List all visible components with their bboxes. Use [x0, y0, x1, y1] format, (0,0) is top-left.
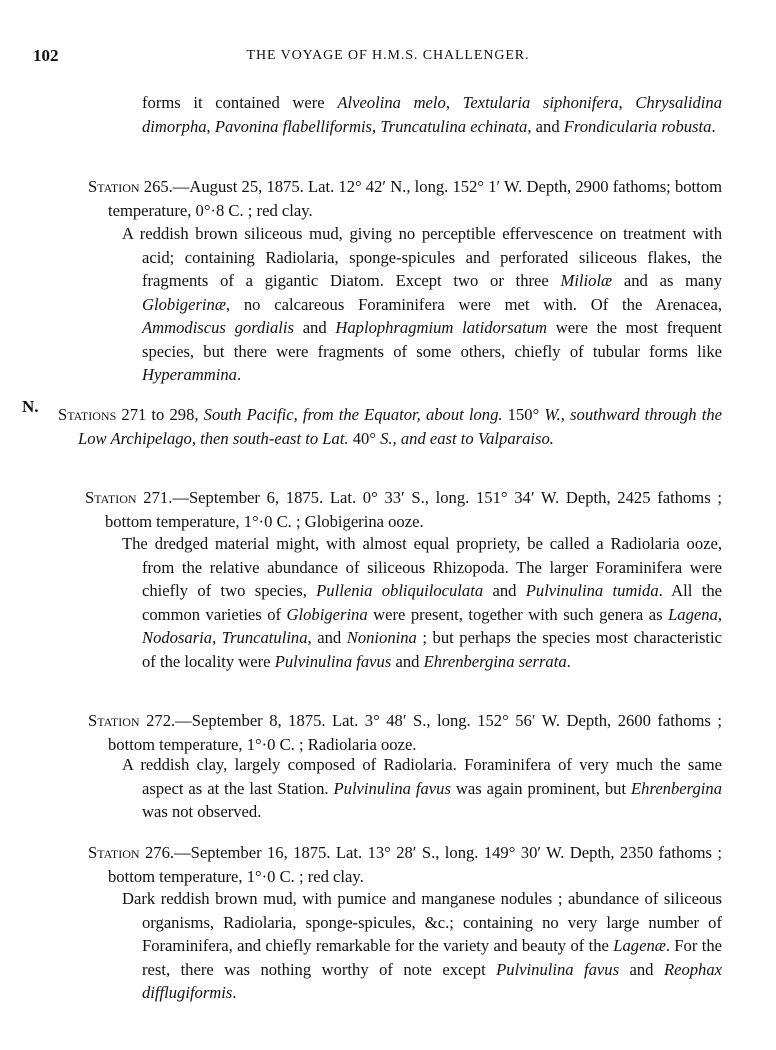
station-265-description: A reddish brown siliceous mud, giving no perceptible effervescence on treatment with acid; containing Radiolaria, sponge-spicules and perforated siliceous flakes, the fragments of a gigantic Diatom. Except two or three Miliolæ and as many Globigerinæ, no calcareous Foraminifera were met with. Of the Arenacea, Ammodiscus gordialis and Haplophragmium latidorsatum were the most frequent species, but there were fragments of some others, chiefly of tubular forms like Hyperammina. — [122, 224, 722, 384]
intro-paragraph: forms it contained were Alveolina melo, Textularia siphonifera, Chrysalidina dimorpha, Pavonina flabelliformis, Truncatulina echinata, and Frondicularia robusta. — [142, 93, 723, 136]
station-265-heading: Station 265.—August 25, 1875. Lat. 12° 42′ N., long. 152° 1′ W. Depth, 2900 fathoms; bottom temperature, 0°·8 C. ; red clay. — [88, 177, 722, 220]
page-number: 102 — [33, 46, 59, 65]
section-n-heading: Stations 271 to 298, South Pacific, from the Equator, about long. 150° W., southward through the Low Archipelago, then south-east to Lat. 40° S., and east to Valparaiso. — [58, 405, 723, 448]
station-271-description: The dredged material might, with almost equal propriety, be called a Radiolaria ooze, from the relative abundance of siliceous Rhizopoda. The larger Foraminifera were chiefly of two species, Pullenia obliquiloculata and Pulvinulina tumida. All the common varieties of Globigerina were present, together with such genera as Lagena, Nodosaria, Truncatulina, and Nonionina ; but perhaps the species most characteristic of the locality were Pulvinulina favus and Ehrenbergina serrata. — [122, 534, 723, 671]
station-276-heading: Station 276.—September 16, 1875. Lat. 13° 28′ S., long. 149° 30′ W. Depth, 2350 fathoms ; bottom temperature, 1°·0 C. ; red clay. — [88, 843, 722, 886]
station-276-description: Dark reddish brown mud, with pumice and manganese nodules ; abundance of siliceous organisms, Radiolaria, sponge-spicules, &c.; containing no very large number of Foraminifera, and chiefly remarkable for the variety and beauty of the Lagenæ. For the rest, there was nothing worthy of note except Pulvinulina favus and Reophax difflugiformis. — [122, 889, 722, 1002]
station-271-heading: Station 271.—September 6, 1875. Lat. 0° 33′ S., long. 151° 34′ W. Depth, 2425 fathoms ; bottom temperature, 1°·0 C. ; Globigerina ooze. — [85, 488, 722, 531]
station-272-heading: Station 272.—September 8, 1875. Lat. 3° 48′ S., long. 152° 56′ W. Depth, 2600 fathoms ; bottom temperature, 1°·0 C. ; Radiolaria ooze. — [88, 711, 722, 754]
running-title: THE VOYAGE OF H.M.S. CHALLENGER. — [246, 48, 530, 63]
page-header — [0, 46, 776, 70]
station-272-description: A reddish clay, largely composed of Radiolaria. Foraminifera of very much the same aspect as at the last Station. Pulvinulina favus was again prominent, but Ehrenbergina was not observed. — [122, 755, 722, 821]
section-letter: N. — [22, 397, 39, 416]
